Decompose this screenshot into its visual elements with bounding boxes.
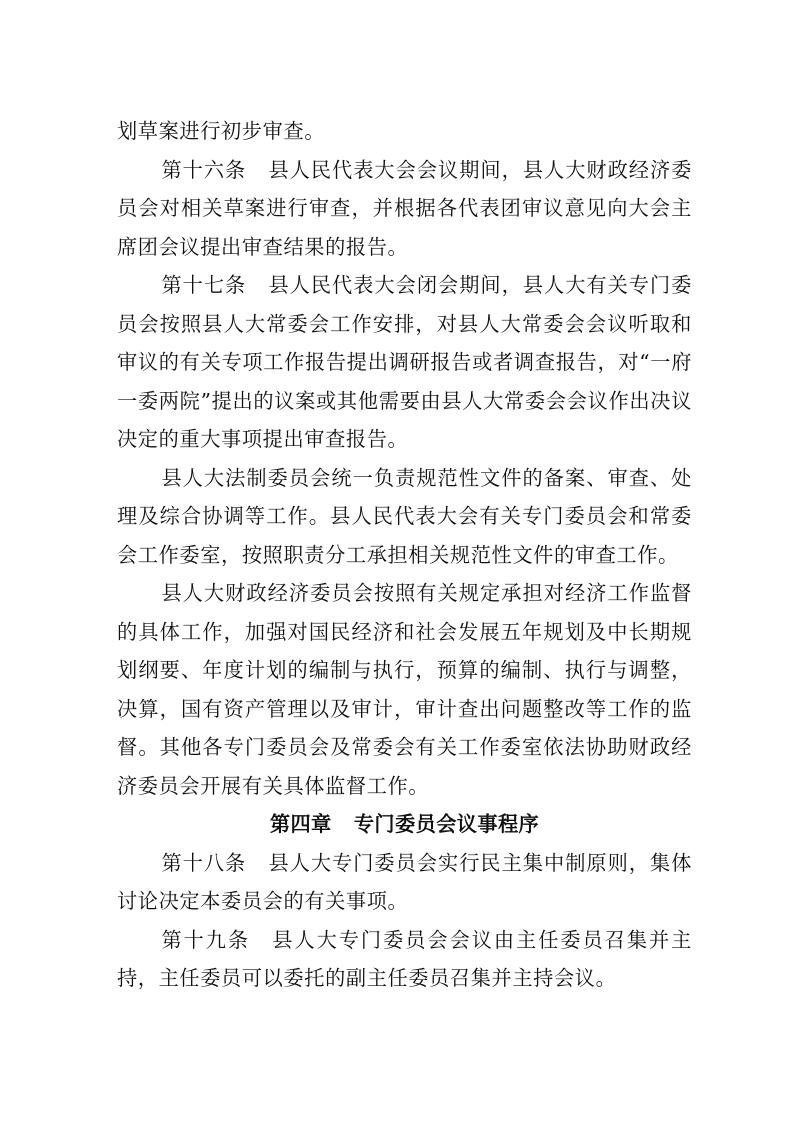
article-16-paragraph: [117, 151, 692, 267]
article-18-number: 第十八条: [161, 850, 247, 875]
legal-committee-paragraph: 县人大法制委员会统一负责规范性文件的备案、审查、处理及综合协调等工作。县人民代表大会有关专门委员会和常委会工作委室，按照职责分工承担相关规范性文件的审查工作。: [117, 465, 692, 567]
article-17-number: 第十七条: [161, 273, 247, 297]
article-19-text: 县人大专门委员会会议由主任委员召集并主持，主任委员可以委托的副主任委员召集并主持会议。: [117, 927, 692, 990]
article-19-number: 第十九条: [161, 927, 251, 952]
chapter-4-number: 第四章: [269, 812, 332, 836]
continuation-paragraph: 划草案进行初步审查。: [117, 119, 326, 143]
article-17-text: 县人民代表大会闭会期间，县人大有关专门委员会按照县人大常委会工作安排，对县人大常委会会议听取和审议的有关专项工作报告提出调研报告或者调查报告，对“一府一委两院”提出的议案或其他需要由县人大常委会会议作出决议决定的重大事项提出审查报告。: [117, 273, 693, 451]
chapter-4-title: 专门委员会议事程序: [353, 812, 540, 836]
article-17-paragraph: [117, 266, 692, 459]
article-16-number: 第十六条: [161, 157, 247, 182]
article-18-paragraph: [117, 844, 692, 921]
article-18-text: 县人大专门委员会实行民主集中制原则，集体讨论决定本委员会的有关事项。: [117, 850, 693, 913]
chapter-4-heading: [117, 805, 692, 844]
document-body: [117, 112, 692, 998]
article-16-text: 县人民代表大会会议期间，县人大财政经济委员会对相关草案进行审查，并根据各代表团审议意见向大会主席团会议提出审查结果的报告。: [117, 157, 693, 259]
article-19-paragraph: [117, 921, 692, 998]
finance-committee-paragraph: 县人大财政经济委员会按照有关规定承担对经济工作监督的具体工作，加强对国民经济和社会发展五年规划及中长期规划纲要、年度计划的编制与执行，预算的编制、执行与调整，决算，国有资产管理以及审计，审计查出问题整改等工作的监督。其他各专门委员会及常委会有关工作委室依法协助财政经济委员会开展有关具体监督工作。: [117, 581, 692, 798]
